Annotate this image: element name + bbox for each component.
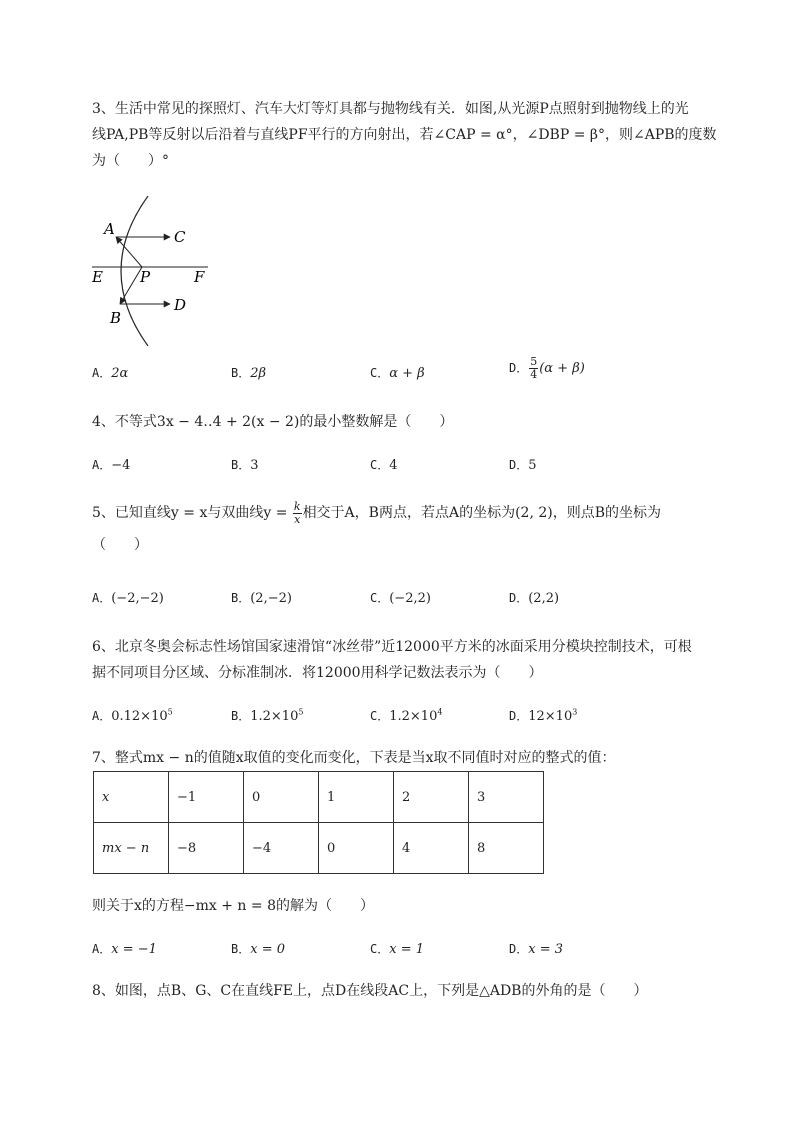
ray-pb: [120, 267, 142, 304]
option-a[interactable]: A．$0.12\times 10^5$: [92, 707, 173, 724]
question-7-prompt: [92, 893, 742, 919]
table-cell: −4: [244, 823, 319, 874]
question-6: [92, 634, 742, 686]
label-d: D: [174, 296, 187, 314]
option-d[interactable]: D．$12\times 10^3$: [509, 707, 578, 724]
label-b: B: [110, 309, 122, 327]
parabola-reflection-figure: [88, 196, 218, 346]
table-cell: x: [94, 772, 169, 823]
question-3: [92, 96, 742, 174]
question-3-line-1: 3、生活中常见的探照灯、汽车大灯等灯具都与抛物线有关．如图,从光源P点照射到抛物线上的光: [92, 101, 689, 117]
question-7-line-2: 则关于x的方程−mx + n = 8的解为（ ）: [92, 898, 374, 914]
table-cell: 0: [244, 772, 319, 823]
fraction-five-fourths: $\frac{5}{4}$: [530, 355, 538, 381]
option-c[interactable]: C．α + β: [370, 366, 425, 381]
question-6-line-1: 6、北京冬奥会标志性场馆国家速滑馆“冰丝带”近12000平方米的冰面采用分模块控制技术，可根: [92, 639, 692, 655]
label-c: C: [174, 228, 186, 246]
option-d[interactable]: D．(2,2): [509, 591, 560, 606]
option-b[interactable]: B．$1.2\times 10^5$: [231, 707, 304, 724]
option-b[interactable]: B．(2,−2): [231, 591, 292, 606]
question-3-line-2: 线PA,PB等反射以后沿着与直线PF平行的方向射出，若∠CAP = α°，∠DBP = β°，则∠APB的度数: [92, 127, 717, 143]
question-5: [92, 500, 742, 558]
label-e: E: [92, 268, 103, 286]
question-3-line-3: 为（ ）°: [92, 153, 169, 169]
table-cell: 4: [394, 823, 469, 874]
option-d[interactable]: D． $\frac{5}{4}$ (α + β): [509, 355, 585, 381]
table-cell: 2: [394, 772, 469, 823]
table-cell: 8: [469, 823, 544, 874]
option-d[interactable]: D．5: [509, 458, 537, 473]
question-5-options: [92, 589, 712, 613]
table-cell: 0: [319, 823, 394, 874]
ray-pa: [116, 237, 142, 267]
option-b[interactable]: B．2β: [231, 366, 267, 381]
label-f: F: [194, 268, 205, 286]
option-a[interactable]: A．2α: [92, 366, 129, 381]
question-7: [92, 745, 742, 771]
option-a[interactable]: A．−4: [92, 458, 131, 473]
question-4: [92, 409, 742, 435]
table-cell: 3: [469, 772, 544, 823]
option-a[interactable]: A．x = −1: [92, 942, 157, 957]
option-c[interactable]: C．$1.2\times 10^4$: [370, 707, 443, 724]
option-a[interactable]: A．(−2,−2): [92, 591, 164, 606]
option-b[interactable]: B．3: [231, 458, 259, 473]
option-b[interactable]: B．x = 0: [231, 942, 285, 957]
option-c[interactable]: C．4: [370, 458, 398, 473]
value-table: [93, 771, 544, 874]
question-3-options: [92, 355, 712, 388]
question-7-options: [92, 940, 712, 964]
table-row: [94, 772, 544, 823]
question-5-line-1: 5、已知直线y = x与双曲线y = $\frac{k}{x}$ 相交于A，B两点，若点A的坐标为(2, 2)，则点B的坐标为: [92, 499, 661, 526]
label-p: P: [140, 268, 151, 286]
table-cell: 1: [319, 772, 394, 823]
question-4-line-1: 4、不等式3x − 4‥4 + 2(x − 2)的最小整数解是（ ）: [92, 414, 454, 430]
question-7-line-1: 7、整式mx − n的值随x取值的变化而变化，下表是当x取不同值时对应的整式的值：: [92, 750, 616, 766]
question-6-line-2: 据不同项目分区域、分标准制冰．将12000用科学记数法表示为（ ）: [92, 665, 543, 681]
option-d[interactable]: D．x = 3: [509, 942, 563, 957]
question-8: [92, 978, 742, 1004]
label-a: A: [104, 220, 115, 238]
table-cell: mx − n: [94, 823, 169, 874]
question-4-options: [92, 456, 712, 480]
table-cell: −1: [169, 772, 244, 823]
question-8-line-1: 8、如图，点B、G、C在直线FE上，点D在线段AC上，下列是△ADB的外角的是（ ）: [92, 983, 648, 999]
table-cell: −8: [169, 823, 244, 874]
fraction-k-over-x: $\frac{k}{x}$: [293, 499, 301, 526]
option-c[interactable]: C．(−2,2): [370, 591, 431, 606]
option-c[interactable]: C．x = 1: [370, 942, 424, 957]
question-6-options: [92, 707, 712, 731]
table-row: [94, 823, 544, 874]
question-5-line-2: （ ）: [92, 537, 148, 553]
